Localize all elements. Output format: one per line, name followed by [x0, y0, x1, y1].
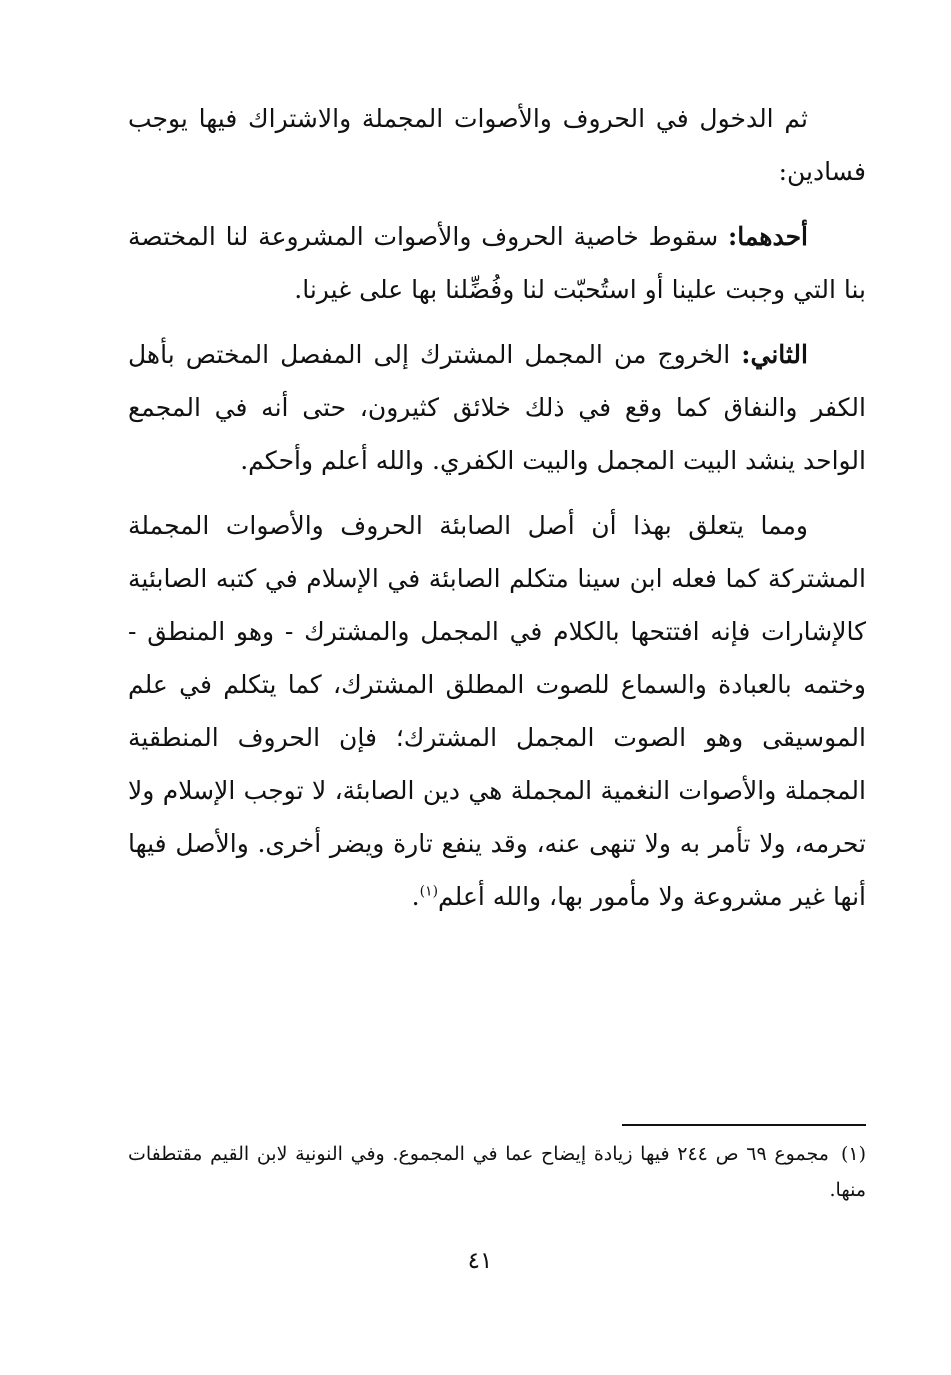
paragraph-first-harm-text: سقوط خاصية الحروف والأصوات المشروعة لنا المختصة بنا التي وجبت علينا أو استُحبّت لنا وفُضِّلنا بها على غيرنا.	[128, 222, 866, 304]
paragraph-intro	[128, 92, 866, 198]
footnote	[128, 1136, 866, 1208]
footnote-divider	[622, 1124, 866, 1126]
paragraph-sabians	[128, 499, 866, 923]
footnote-text: مجموع ٦٩ ص ٢٤٤ فيها زيادة إيضاح عما في المجموع. وفي النونية لابن القيم مقتطفات منها.	[128, 1143, 866, 1201]
paragraph-first-harm	[128, 210, 866, 316]
footnote-reference[interactable]: (١)	[419, 883, 439, 900]
main-text	[128, 92, 866, 935]
paragraph-sabians-text: ومما يتعلق بهذا أن أصل الصابئة الحروف والأصوات المجملة المشتركة كما فعله ابن سينا متكلم الصابئة في الإسلام في كتبه الصابئية كالإشارات فإنه افتتحها بالكلام في المجمل والمشترك - وهو المنطق - وختمه بالعبادة والسماع للصوت المطلق المشترك، كما يتكلم في علم الموسيقى وهو الصوت المجمل المشترك؛ فإن الحروف المنطقية المجملة والأصوات النغمية المجملة هي دين الصابئة، لا توجب الإسلام ولا تحرمه، ولا تأمر به ولا تنهى عنه، وقد ينفع تارة ويضر أخرى. والأصل فيها أنها غير مشروعة ولا مأمور بها، والله أعلم	[128, 511, 866, 911]
paragraph-second-harm-lead: الثاني:	[741, 340, 808, 369]
page-number: ٤١	[467, 1248, 493, 1274]
paragraph-second-harm-text: الخروج من المجمل المشترك إلى المفصل المختص بأهل الكفر والنفاق كما وقع في ذلك خلائق كثيرون، حتى أنه في المجمع الواحد ينشد البيت المجمل والبيت الكفري. والله أعلم وأحكم.	[128, 340, 866, 475]
paragraph-intro-text: ثم الدخول في الحروف والأصوات المجملة والاشتراك فيها يوجب فسادين:	[128, 104, 866, 186]
paragraph-second-harm	[128, 328, 866, 487]
paragraph-sabians-tail: .	[411, 882, 420, 911]
footnote-number: (١)	[840, 1143, 866, 1165]
paragraph-first-harm-lead: أحدهما:	[727, 222, 808, 251]
